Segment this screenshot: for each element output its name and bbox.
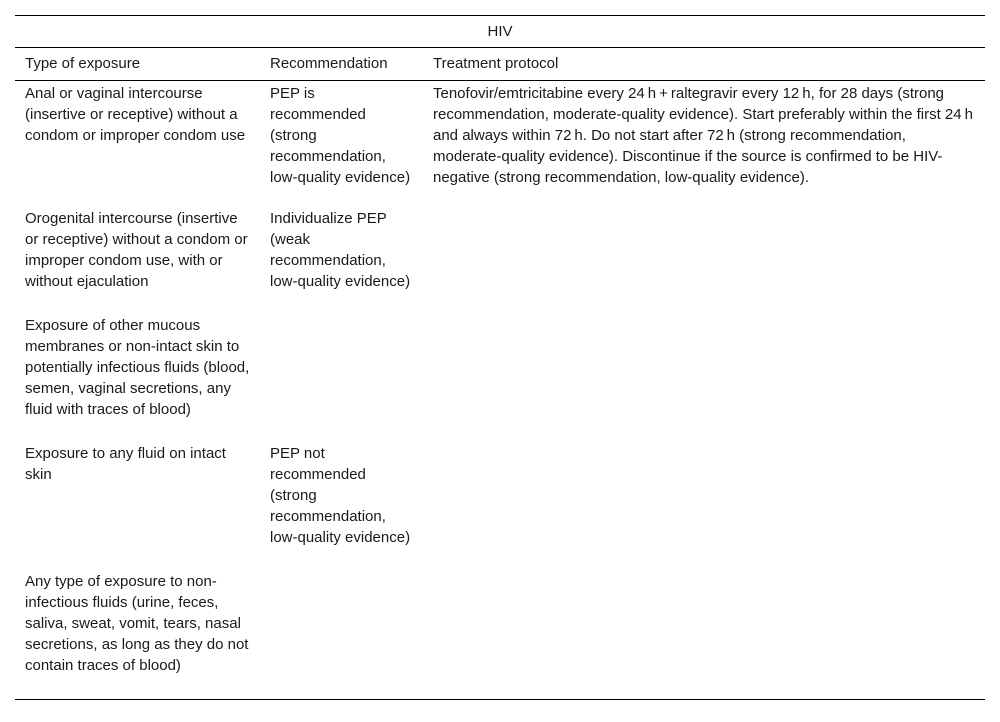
table-caption: HIV [15,16,985,48]
table-header-row [15,48,985,81]
cell-recommendation [260,313,423,441]
cell-recommendation: Individualize PEP (weak recommendation, low-quality evidence) [270,210,411,290]
cell-recommendation [260,569,423,700]
cell-protocol [423,441,985,569]
cell-exposure: Anal or vaginal intercourse (insertive or receptive) without a condom or improper condom use [25,85,246,144]
table-row [15,441,985,569]
cell-protocol [423,569,985,700]
hiv-pep-table [15,15,985,700]
cell-protocol [423,206,985,313]
cell-exposure: Orogenital intercourse (insertive or receptive) without a condom or improper condom use, with or without ejaculation [25,210,248,290]
header-protocol: Treatment protocol [423,48,985,81]
table-row [15,313,985,441]
cell-exposure: Exposure of other mucous membranes or non-intact skin to potentially infectious fluids (blood, semen, vaginal secretions, any fluid with traces of blood) [25,317,250,418]
cell-recommendation: PEP not recommended (strong recommendation, low-quality evidence) [270,445,411,546]
cell-exposure: Exposure to any fluid on intact skin [25,445,226,483]
table-row [15,81,985,207]
header-exposure: Type of exposure [15,48,260,81]
header-recommendation: Recommendation [260,48,423,81]
table-caption-row [15,16,985,48]
cell-protocol: Tenofovir/emtricitabine every 24 h + raltegravir every 12 h, for 28 days (strong recommendation, moderate-quality evidence). Start preferably within the first 24 h and always within 72 h. Do not start after 72 h (strong recommendation, moderate-quality evidence). Discontinue if the source is confirmed to be HIV-negative (strong recommendation, low-quality evidence). [433,85,973,186]
cell-exposure: Any type of exposure to non-infectious fluids (urine, feces, saliva, sweat, vomit, tears, nasal secretions, as long as they do not contain traces of blood) [15,569,260,700]
hiv-pep-table-container [15,15,985,700]
cell-recommendation: PEP is recommended (strong recommendation, low-quality evidence) [270,85,411,186]
cell-protocol [423,313,985,441]
table-row [15,569,985,700]
table-row [15,206,985,313]
